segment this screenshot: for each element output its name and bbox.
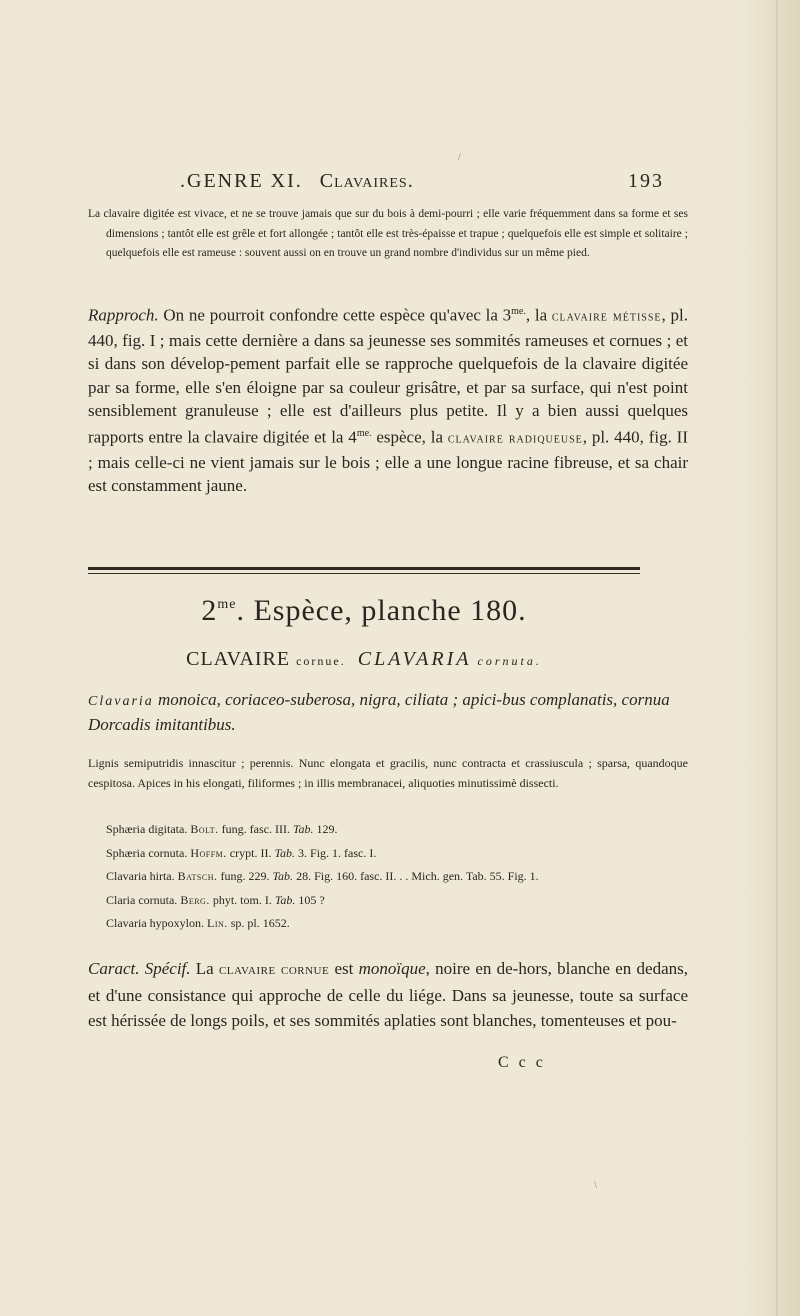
- section-divider: [88, 567, 640, 574]
- synonym-tab: Tab.: [272, 869, 294, 883]
- synonym-entry: [106, 914, 646, 934]
- synonym-author: Batsch.: [177, 869, 218, 883]
- caract-species: clavaire cornue: [218, 962, 330, 978]
- header-genre-label: .GENRE XI.: [180, 170, 303, 192]
- caract-italic: monoïque: [358, 959, 426, 978]
- running-header: [180, 170, 664, 198]
- synonym-name: Sphæria digitata.: [106, 822, 188, 836]
- latin-description: [88, 754, 688, 793]
- species-names: [88, 648, 640, 671]
- synonym-entry: [106, 844, 646, 864]
- divider-thin-rule: [88, 573, 640, 574]
- divider-thick-rule: [88, 567, 640, 570]
- synonym-entry: [106, 867, 646, 887]
- description-paragraph: [88, 205, 688, 264]
- french-epithet: cornue.: [296, 654, 346, 668]
- signature-mark: C c c: [498, 1054, 546, 1071]
- page-fold-line: [776, 0, 778, 1316]
- diagnosis-text: monoica, coriaceo-suberosa, nigra, ciliata ; apici-bus complanatis, cornua Dorcadis imitantibus.: [88, 690, 670, 734]
- rapproch-text-4: espèce, la: [371, 427, 448, 447]
- caract-lead: Caract. Spécif.: [88, 959, 191, 978]
- synonym-rest: 28. Fig. 160. fasc. II. . . Mich. gen. Tab. 55. Fig. 1.: [293, 869, 539, 883]
- synonym-entry: [106, 820, 646, 840]
- latin-diagnosis: [88, 688, 688, 736]
- synonym-rest: 3. Fig. 1. fasc. I.: [295, 845, 377, 860]
- synonym-ref: fung. 229.: [217, 869, 273, 883]
- header-genus: Clavaires.: [319, 170, 414, 192]
- rapproch-sup-2: me.: [356, 428, 372, 440]
- caract-text-3: , noire en de-hors, blanche en dedans, et d'une consistance qui approche de celle du liége. Dans sa jeunesse, toute sa surface est hérissée de longs poils, et ses sommités aplaties sont blanches, tomenteuses et pou-: [88, 959, 688, 1030]
- latin-epithet: cornuta.: [477, 654, 542, 668]
- paper-speck: \: [594, 1180, 597, 1191]
- species-heading: [88, 594, 640, 628]
- synonym-entry: [106, 891, 646, 911]
- synonymy-list: [106, 820, 646, 938]
- synonym-author: Hoffm.: [190, 845, 227, 860]
- rapprochement-paragraph: [88, 300, 688, 498]
- rapproch-species-1: clavaire métisse: [551, 309, 662, 325]
- synonym-ref: crypt. II.: [226, 845, 275, 860]
- rapproch-text-5: , pl. 440, fig. II ; mais celle-ci ne vient jamais sur le bois ; elle a une longue racine fibreuse, et sa chair est constamment jaune.: [88, 427, 688, 496]
- synonym-tab: Tab.: [274, 892, 296, 907]
- synonym-rest: 105 ?: [295, 892, 325, 907]
- species-number: 2: [201, 594, 218, 627]
- species-number-sup: me: [217, 597, 237, 612]
- synonym-rest: 129.: [313, 822, 338, 836]
- description-text: La clavaire digitée est vivace, et ne se trouve jamais que sur du bois à demi-pourri ; elle varie fréquemment dans sa forme et ses dimensions ; tantôt elle est grêle et fort allongée ; tantôt elle est très-épaisse et trapue ; quelquefois elle est simple et solitaire ; quelquefois elle est rameuse : souvent aussi on en trouve un grand nombre d'individus sur un même pied.: [88, 208, 688, 259]
- rapproch-text-1: On ne pourroit confondre cette espèce qu'avec la 3: [158, 305, 512, 325]
- synonym-tab: Tab.: [274, 845, 296, 860]
- caract-text-2: est: [329, 959, 359, 978]
- header-genre: [180, 170, 414, 193]
- rapproch-text-2: , la: [525, 305, 552, 325]
- synonym-ref: phyt. tom. I.: [209, 892, 275, 907]
- synonym-name: Clavaria hypoxylon.: [106, 916, 204, 930]
- synonym-tab: Tab.: [292, 822, 314, 836]
- rapproch-lead: Rapproch.: [88, 305, 159, 325]
- species-title-text: . Espèce, planche 180.: [236, 594, 527, 627]
- latin-name: CLAVARIA: [357, 648, 472, 670]
- rapproch-sup-1: me.: [511, 306, 526, 317]
- synonym-ref: fung. fasc. III.: [218, 822, 293, 836]
- specific-characters-paragraph: [88, 956, 688, 1033]
- synonym-name: Sphæria cornuta.: [106, 845, 188, 860]
- paper-speck: /: [458, 152, 461, 163]
- diagnosis-genus: Clavaria: [88, 694, 154, 709]
- latin-description-text: Lignis semiputridis innascitur ; perennis. Nunc elongata et gracilis, nunc contracta et crassiuscula ; sparsa, quandoque cespitosa. Apices in his elongati, filiformes ; in illis membranacei, aliquoties minutissimè dissecti.: [88, 756, 688, 790]
- synonym-author: Lin.: [206, 916, 228, 930]
- french-name: CLAVAIRE: [186, 648, 291, 670]
- synonym-name: Clavaria hirta.: [106, 869, 175, 883]
- caract-text-1: La: [190, 959, 219, 978]
- synonym-name: Claria cornuta.: [106, 892, 178, 907]
- page-edge-shadow: [740, 0, 800, 1316]
- rapproch-species-2: clavaire radiqueuse: [447, 431, 583, 447]
- page-number: 193: [628, 170, 664, 192]
- rapproch-text-3: , pl. 440, fig. I ; mais cette dernière a dans sa jeunesse ses sommités rameuses et cornues ; et si dans son dévelop-pement parfait elle se rapproche quelquefois de la clavaire digitée par sa forme, elle s'en éloigne par sa couleur grisâtre, et par sa surface, qui n'est point sensiblement granuleuse ; elle est d'ailleurs plus petite. Il y a bien aussi quelques rapports entre la clavaire digitée et la 4: [88, 305, 688, 447]
- synonym-author: Bolt.: [190, 822, 219, 836]
- synonym-ref: sp. pl. 1652.: [227, 916, 290, 930]
- synonym-author: Berg.: [180, 892, 210, 907]
